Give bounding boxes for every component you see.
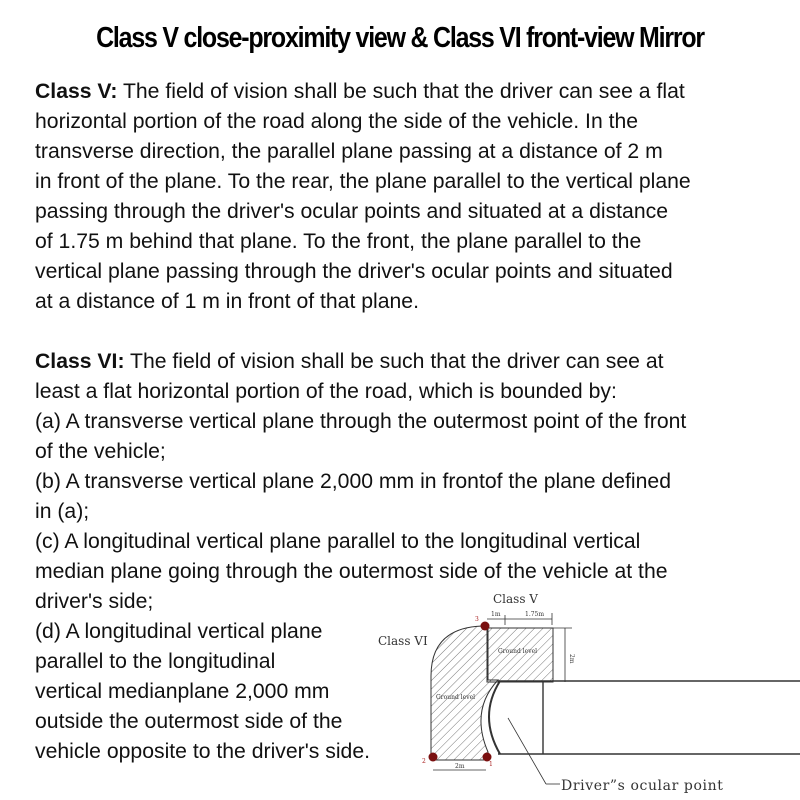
class-vi-line-10: (d) A longitudinal vertical plane — [35, 620, 323, 643]
class-v-diagram-label: Class V — [493, 592, 538, 606]
point-1-label: 1 — [489, 761, 493, 768]
vehicle-front-arc — [489, 681, 500, 754]
dim-1m-label: 1m — [491, 611, 501, 618]
class-v-line-5: passing through the driver's ocular points and situated at a distance — [35, 200, 668, 223]
class-vi-line-2: least a flat horizontal portion of the road, which is bounded by: — [35, 380, 617, 403]
marker-point-3 — [481, 622, 490, 631]
marker-point-2 — [429, 753, 438, 762]
page-title: Class V close-proximity view & Class VI front-view Mirror — [96, 22, 704, 54]
class-vi-line-11: parallel to the longitudinal — [35, 650, 276, 673]
class-vi-line-13: outside the outermost side of the — [35, 710, 343, 733]
ocular-leader — [508, 718, 546, 784]
ocular-point-label: Driver”s ocular point — [561, 778, 724, 794]
field-of-vision-diagram — [378, 588, 800, 800]
class-vi-line-4: of the vehicle; — [35, 440, 166, 463]
class-vi-region — [431, 626, 498, 760]
class-vi-line-5: (b) A transverse vertical plane 2,000 mm in frontof the plane defined — [35, 470, 671, 493]
dim-175m-label: 1.75m — [525, 611, 545, 618]
class-v-label: Class V: — [35, 80, 118, 103]
point-3-label: 3 — [475, 616, 479, 623]
ground-level-label-1: Ground level — [498, 648, 538, 655]
class-v-line-7: vertical plane passing through the driver's ocular points and situated — [35, 260, 673, 283]
vehicle-outline — [498, 681, 800, 754]
dim-2m-bottom-label: 2m — [455, 763, 465, 770]
class-vi-line-12: vertical medianplane 2,000 mm — [35, 680, 330, 703]
point-2-label: 2 — [422, 758, 426, 765]
class-v-line-1: Class V: The field of vision shall be such that the driver can see a flat — [35, 80, 685, 103]
class-vi-diagram-label: Class VI — [378, 634, 428, 648]
ground-level-label-2: Ground level — [436, 694, 476, 701]
class-vi-label: Class VI: — [35, 350, 125, 373]
class-v-line-6: of 1.75 m behind that plane. To the front, the plane parallel to the — [35, 230, 642, 253]
class-v-line-8: at a distance of 1 m in front of that plane. — [35, 290, 419, 313]
class-vi-line-8: median plane going through the outermost side of the vehicle at the — [35, 560, 668, 583]
class-vi-line-6: in (a); — [35, 500, 90, 523]
class-v-line-2: horizontal portion of the road along the side of the vehicle. In the — [35, 110, 639, 133]
class-vi-line-9: driver's side; — [35, 590, 154, 613]
class-vi-line-14: vehicle opposite to the driver's side. — [35, 740, 370, 763]
class-v-line-3: transverse direction, the parallel plane passing at a distance of 2 m — [35, 140, 663, 163]
class-v-line-4: in front of the plane. To the rear, the plane parallel to the vertical plane — [35, 170, 691, 193]
class-vi-line-1: Class VI: The field of vision shall be such that the driver can see at — [35, 350, 664, 373]
class-v-region — [487, 628, 553, 682]
dim-2m-side-label: 2m — [568, 654, 575, 664]
class-vi-line-7: (c) A longitudinal vertical plane parallel to the longitudinal vertical — [35, 530, 641, 553]
class-vi-line-3: (a) A transverse vertical plane through the outermost point of the front — [35, 410, 687, 433]
